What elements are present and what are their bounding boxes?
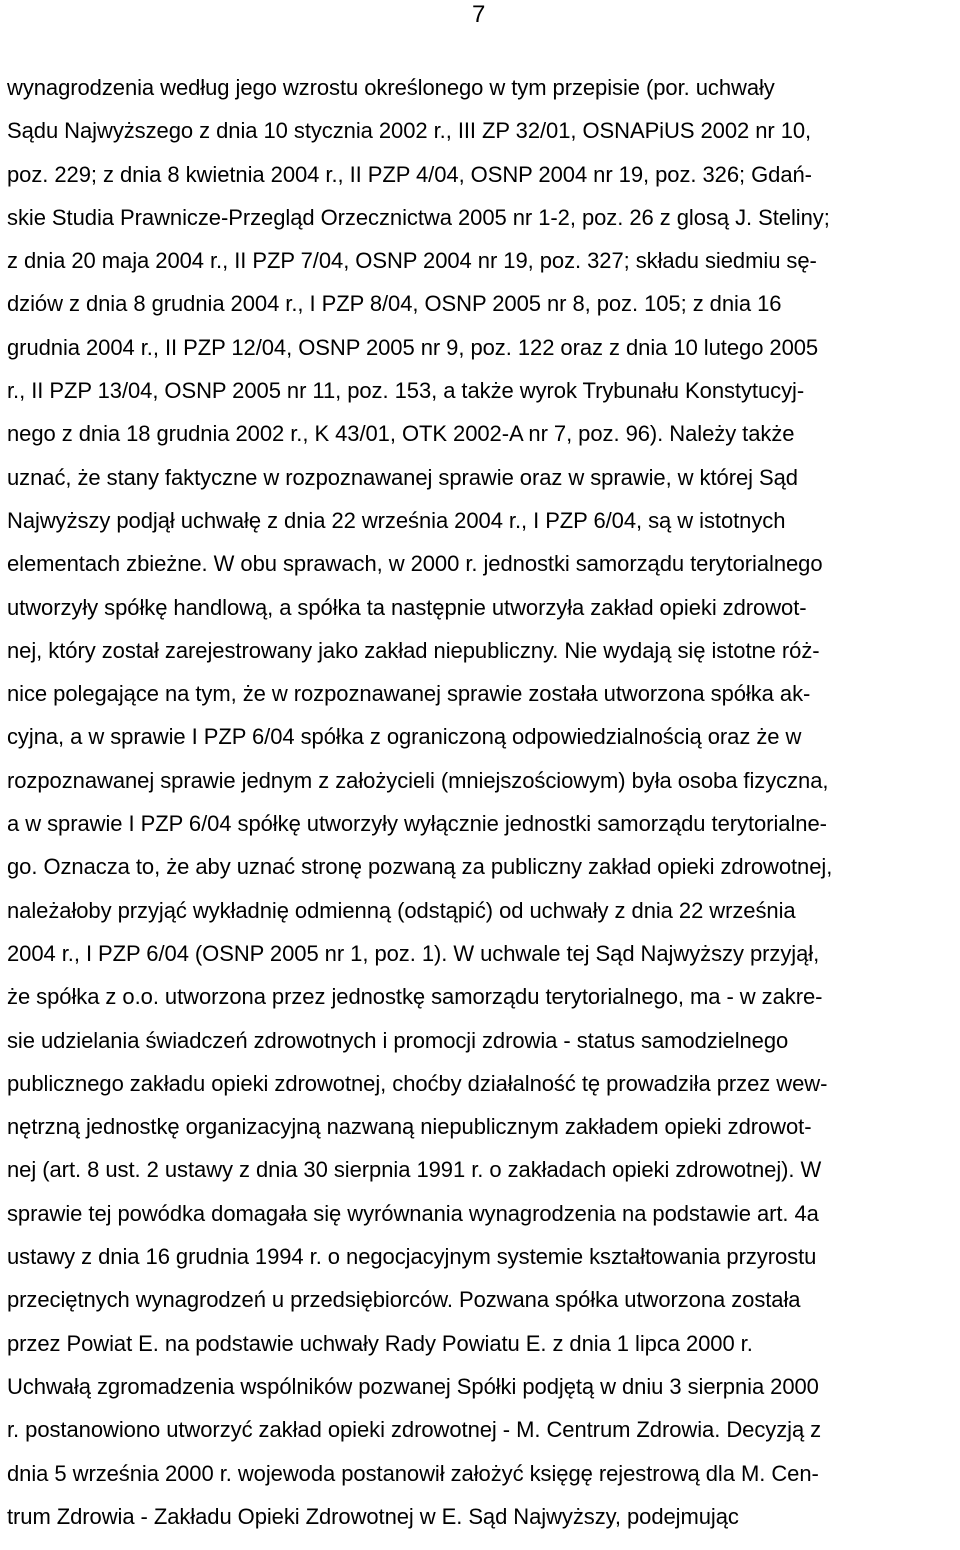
text-line: ustawy z dnia 16 grudnia 1994 r. o negocjacyjnym systemie kształtowania przyrostu bbox=[7, 1244, 817, 1270]
text-line: poz. 229; z dnia 8 kwietnia 2004 r., II PZP 4/04, OSNP 2004 nr 19, poz. 326; Gdań- bbox=[7, 161, 812, 187]
text-line: z dnia 20 maja 2004 r., II PZP 7/04, OSNP 2004 nr 19, poz. 327; składu siedmiu sę- bbox=[7, 248, 817, 274]
text-line: Sądu Najwyższego z dnia 10 stycznia 2002 r., III ZP 32/01, OSNAPiUS 2002 nr 10, bbox=[7, 118, 812, 144]
text-line: nętrzną jednostkę organizacyjną nazwaną niepublicznym zakładem opieki zdrowot- bbox=[7, 1114, 812, 1140]
text-line: trum Zdrowia - Zakładu Opieki Zdrowotnej w E. Sąd Najwyższy, podejmując bbox=[7, 1503, 739, 1529]
text-line: uznać, że stany faktyczne w rozpoznawanej sprawie oraz w sprawie, w której Sąd bbox=[7, 464, 798, 490]
text-line: cyjna, a w sprawie I PZP 6/04 spółka z ograniczoną odpowiedzialnością oraz że w bbox=[7, 724, 802, 750]
text-line: Uchwałą zgromadzenia wspólników pozwanej Spółki podjętą w dniu 3 sierpnia 2000 bbox=[7, 1373, 819, 1399]
text-line: 2004 r., I PZP 6/04 (OSNP 2005 nr 1, poz. 1). W uchwale tej Sąd Najwyższy przyjął, bbox=[7, 940, 820, 966]
text-line: sprawie tej powódka domagała się wyrównania wynagrodzenia na podstawie art. 4a bbox=[7, 1200, 819, 1226]
text-line: a w sprawie I PZP 6/04 spółkę utworzyły wyłącznie jednostki samorządu terytorialne- bbox=[7, 811, 827, 837]
text-line: grudnia 2004 r., II PZP 12/04, OSNP 2005 nr 9, poz. 122 oraz z dnia 10 lutego 2005 bbox=[7, 334, 819, 360]
text-line: nice polegające na tym, że w rozpoznawanej sprawie została utworzona spółka ak- bbox=[7, 681, 811, 707]
text-line: elementach zbieżne. W obu sprawach, w 2000 r. jednostki samorządu terytorialnego bbox=[7, 551, 823, 577]
text-line: skie Studia Prawnicze-Przegląd Orzecznictwa 2005 nr 1-2, poz. 26 z glosą J. Steliny; bbox=[7, 204, 830, 230]
text-line: że spółka z o.o. utworzona przez jednostkę samorządu terytorialnego, ma - w zakre- bbox=[7, 984, 823, 1010]
text-line: utworzyły spółkę handlową, a spółka ta następnie utworzyła zakład opieki zdrowot- bbox=[7, 594, 807, 620]
text-line: publicznego zakładu opieki zdrowotnej, choćby działalność tę prowadziła przez wew- bbox=[7, 1070, 828, 1096]
body-text bbox=[7, 66, 960, 1538]
text-line: wynagrodzenia według jego wzrostu określonego w tym przepisie (por. uchwały bbox=[7, 75, 775, 100]
text-line: r., II PZP 13/04, OSNP 2005 nr 11, poz. 153, a także wyrok Trybunału Konstytucyj- bbox=[7, 378, 805, 404]
text-line: r. postanowiono utworzyć zakład opieki zdrowotnej - M. Centrum Zdrowia. Decyzją z bbox=[7, 1417, 822, 1443]
text-line: przeciętnych wynagrodzeń u przedsiębiorców. Pozwana spółka utworzona została bbox=[7, 1287, 801, 1313]
text-line: sie udzielania świadczeń zdrowotnych i promocji zdrowia - status samodzielnego bbox=[7, 1027, 789, 1053]
text-line: nej (art. 8 ust. 2 ustawy z dnia 30 sierpnia 1991 r. o zakładach opieki zdrowotnej). W bbox=[7, 1157, 822, 1183]
text-line: nej, który został zarejestrowany jako zakład niepubliczny. Nie wydają się istotne róż- bbox=[7, 637, 820, 663]
text-line: nego z dnia 18 grudnia 2002 r., K 43/01, OTK 2002-A nr 7, poz. 96). Należy także bbox=[7, 421, 795, 447]
text-line: przez Powiat E. na podstawie uchwały Rady Powiatu E. z dnia 1 lipca 2000 r. bbox=[7, 1330, 753, 1356]
text-line: go. Oznacza to, że aby uznać stronę pozwaną za publiczny zakład opieki zdrowotnej, bbox=[7, 854, 833, 880]
text-line: Najwyższy podjął uchwałę z dnia 22 września 2004 r., I PZP 6/04, są w istotnych bbox=[7, 507, 786, 533]
text-line: rozpoznawanej sprawie jednym z założycieli (mniejszościowym) była osoba fizyczna, bbox=[7, 767, 829, 793]
text-line: należałoby przyjąć wykładnię odmienną (odstąpić) od uchwały z dnia 22 września bbox=[7, 897, 796, 923]
text-line: dziów z dnia 8 grudnia 2004 r., I PZP 8/04, OSNP 2005 nr 8, poz. 105; z dnia 16 bbox=[7, 291, 782, 317]
text-line: dnia 5 września 2000 r. wojewoda postanowił założyć księgę rejestrową dla M. Cen- bbox=[7, 1460, 819, 1486]
page-number: 7 bbox=[472, 1, 486, 28]
